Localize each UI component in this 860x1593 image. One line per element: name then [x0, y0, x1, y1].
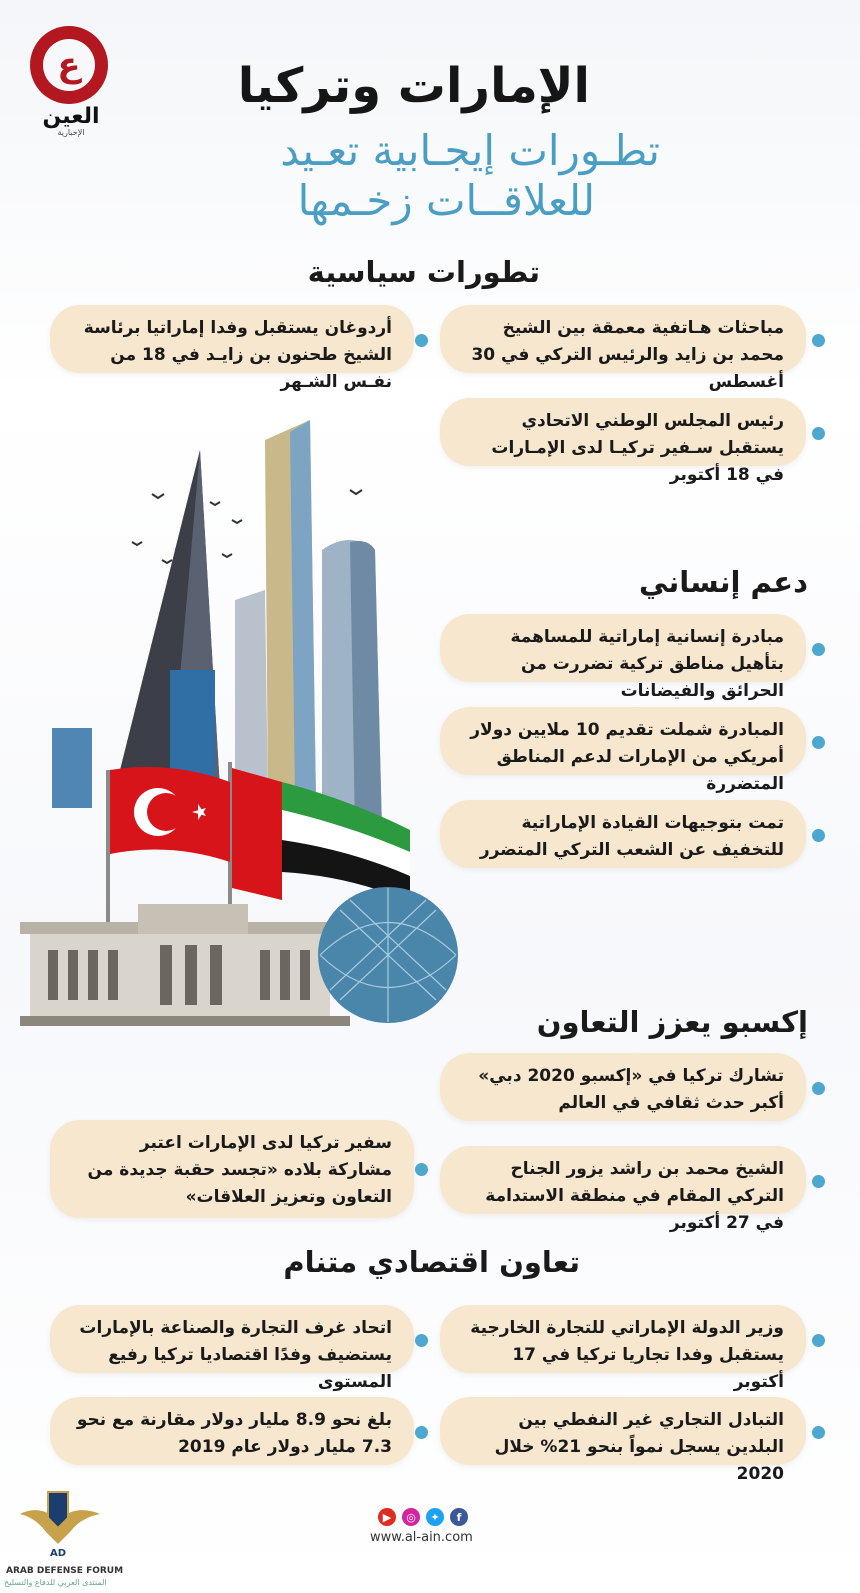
watermark-title: ARAB DEFENSE FORUM [6, 1566, 124, 1576]
humanitarian-card-3: تمت بتوجيهات القيادة الإماراتية للتخفيف عن الشعب التركي المتضرر [440, 800, 806, 868]
bullet-dot [812, 334, 825, 347]
bullet-dot [415, 334, 428, 347]
uae-flag [232, 768, 282, 900]
humanitarian-card-2: المبادرة شملت تقديم 10 ملايين دولار أمريكي من الإمارات لدعم المناطق المتضررة [440, 707, 806, 775]
arab-defense-forum-logo [10, 1484, 110, 1564]
bullet-dot [812, 643, 825, 656]
logo-name: العين [42, 104, 100, 129]
youtube-icon[interactable]: ▶ [378, 1508, 396, 1526]
expo-card-3: الشيخ محمد بن راشد يزور الجناح التركي المقام في منطقة الاستدامة في 27 أكتوبر [440, 1146, 806, 1214]
logo-letter: ع [43, 39, 95, 91]
section-title-expo: إكسبو يعزز التعاون [536, 1005, 808, 1039]
political-card-1: مباحثات هـاتفية معمقة بين الشيخ محمد بن زايد والرئيس التركي في 30 أغسطس [440, 305, 806, 373]
logo-subtitle: الإخبارية [57, 128, 85, 137]
twitter-icon[interactable]: ✦ [426, 1508, 444, 1526]
skyline-flags-illustration [20, 410, 460, 1030]
watermark-subtitle: المنتدى العربي للدفاع والتسليح [4, 1578, 107, 1587]
expo-card-2: سفير تركيا لدى الإمارات اعتبر مشاركة بلاده «تجسد حقبة جديدة من التعاون وتعزيز العلاقات» [50, 1120, 414, 1218]
bullet-dot [812, 1334, 825, 1347]
bullet-dot [812, 1175, 825, 1188]
section-title-humanitarian: دعم إنساني [639, 565, 808, 599]
instagram-icon[interactable]: ◎ [402, 1508, 420, 1526]
political-card-2: أردوغان يستقبل وفدا إماراتيا برئاسة الشيخ طحنون بن زايـد في 18 من نفـس الشـهر [50, 305, 414, 373]
political-card-3: رئيس المجلس الوطني الاتحادي يستقبل سـفير تركيـا لدى الإمـارات في 18 أكتوبر [440, 398, 806, 466]
bullet-dot [812, 1426, 825, 1439]
al-ain-logo [30, 26, 108, 104]
page-subtitle-line1: تطـورات إيجـابية تعـيد [280, 126, 660, 175]
bullet-dot [415, 1426, 428, 1439]
section-title-political: تطورات سياسية [307, 255, 540, 289]
facebook-icon[interactable]: f [450, 1508, 468, 1526]
bullet-dot [415, 1334, 428, 1347]
bullet-dot [812, 1082, 825, 1095]
left-building [52, 728, 92, 808]
page-subtitle-line2: للعلاقــات زخـمها [297, 176, 595, 225]
section-title-economic: تعاون اقتصادي متنام [283, 1245, 580, 1279]
page-title: الإمارات وتركيا [237, 58, 590, 114]
economic-card-4: بلغ نحو 8.9 مليار دولار مقارنة مع نحو 7.3 مليار دولار عام 2019 [50, 1397, 414, 1465]
expo-card-1: تشارك تركيا في «إكسبو 2020 دبي» أكبر حدث ثقافي في العالم [440, 1053, 806, 1121]
bullet-dot [415, 1163, 428, 1176]
humanitarian-card-1: مبادرة إنسانية إماراتية للمساهمة بتأهيل مناطق تركية تضررت من الحرائق والفيضانات [440, 614, 806, 682]
bullet-dot [812, 736, 825, 749]
economic-card-2: اتحاد غرف التجارة والصناعة بالإمارات يستضيف وفدًا اقتصاديا تركيا رفيع المستوى [50, 1305, 414, 1373]
website-url[interactable]: www.al-ain.com [370, 1530, 473, 1545]
mid-tower [235, 590, 268, 800]
economic-card-3: التبادل التجاري غير النفطي بين البلدين يسجل نمواً بنحو 21% خلال 2020 [440, 1397, 806, 1465]
economic-card-1: وزير الدولة الإماراتي للتجارة الخارجية يستقبل وفدا تجاريا تركيا في 17 أكتوبر [440, 1305, 806, 1373]
social-icons [378, 1508, 468, 1526]
bullet-dot [812, 829, 825, 842]
bullet-dot [812, 427, 825, 440]
svg-text:AD: AD [49, 1548, 67, 1559]
